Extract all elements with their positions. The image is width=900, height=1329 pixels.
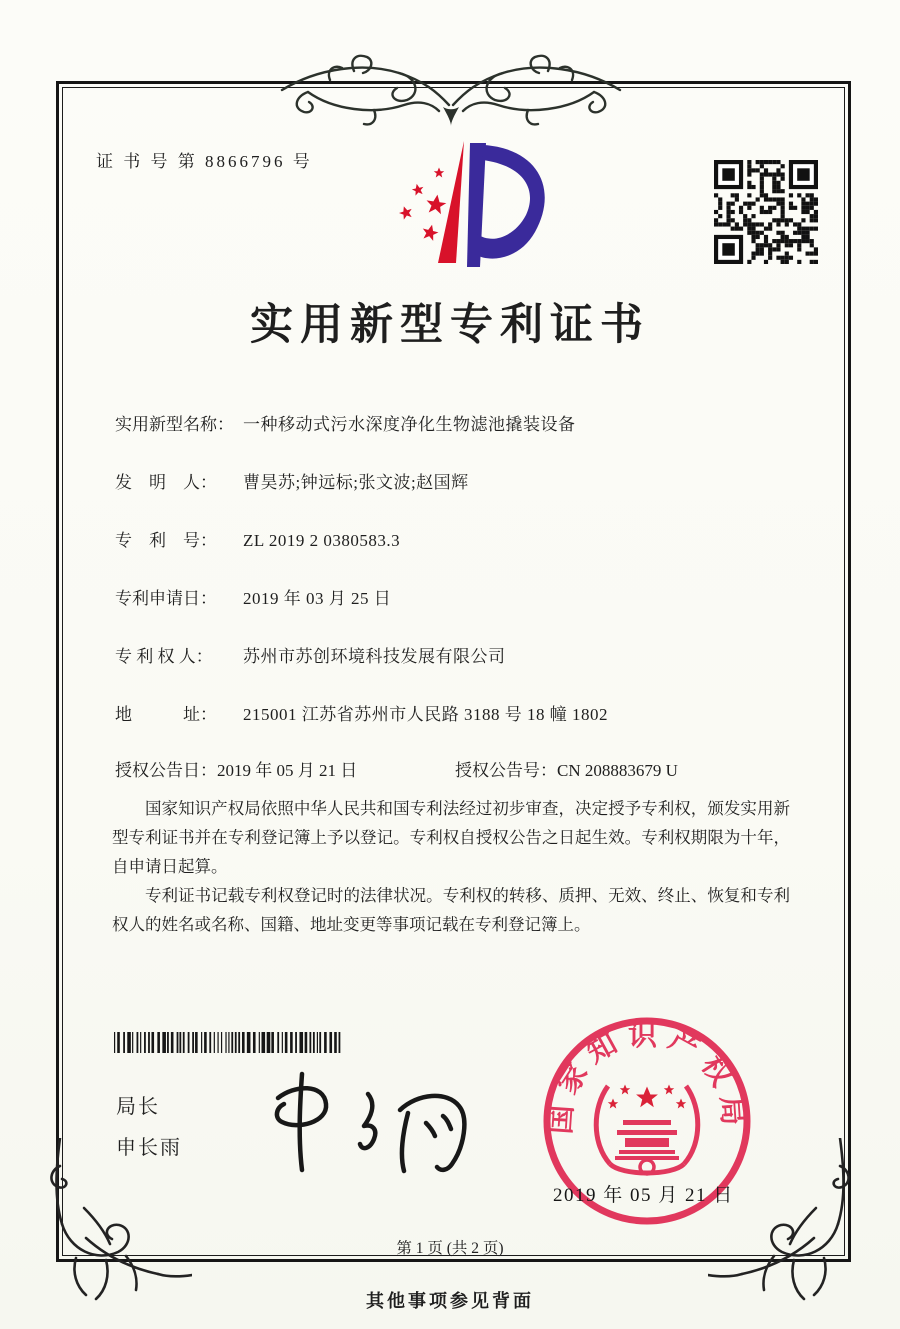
grant-date-value: 2019 年 05 月 21 日	[217, 761, 358, 780]
field-row-filing-date	[115, 584, 805, 609]
grant-no-label: 授权公告号：	[455, 761, 557, 780]
cnipa-logo	[372, 133, 548, 285]
officer-title: 局长	[116, 1096, 160, 1118]
grant-no-value: CN 208883679 U	[557, 761, 678, 780]
grant-date-label: 授权公告日：	[115, 761, 217, 780]
field-label: 实用新型名称：	[115, 415, 234, 434]
field-label: 专 利 号：	[115, 531, 217, 550]
grant-row	[115, 756, 805, 781]
bottom-left-corner-ornament	[26, 1138, 192, 1306]
field-row-patentee	[115, 642, 805, 667]
field-value: ZL 2019 2 0380583.3	[243, 531, 401, 550]
field-value: 曹昊苏;钟远标;张文波;赵国辉	[243, 473, 469, 492]
seal-national-emblem	[596, 1085, 698, 1175]
field-row-patent-number	[115, 526, 805, 551]
field-label: 专 利 权 人：	[115, 647, 213, 666]
officer-name: 申长雨	[116, 1137, 182, 1159]
top-ornament-center-leaf	[443, 107, 459, 126]
field-value: 2019 年 03 月 25 日	[243, 589, 392, 608]
field-row-address	[115, 700, 805, 725]
field-row-name	[115, 410, 805, 435]
seal-ring-text: 国家知识产权局	[544, 1019, 750, 1136]
page-number: 第 1 页 (共 2 页)	[396, 1240, 504, 1257]
certificate-number: 证 书 号 第 8866796 号	[96, 152, 313, 171]
seal-date: 2019 年 05 月 21 日	[553, 1185, 734, 1206]
field-label: 专利申请日：	[115, 589, 217, 608]
legal-paragraph-2: 专利证书记载专利权登记时的法律状况。专利权的转移、质押、无效、终止、恢复和专利权人的姓名或名称、国籍、地址变更等事项记载在专利登记簿上。	[112, 886, 790, 934]
legal-text	[112, 794, 790, 939]
top-border-ornament	[278, 52, 624, 130]
svg-text:国家知识产权局	[544, 1019, 749, 1135]
field-value: 苏州市苏创环境科技发展有限公司	[243, 647, 506, 666]
logo-red-wedge	[438, 141, 464, 263]
barcode	[114, 1032, 342, 1053]
commissioner-signature	[250, 1068, 482, 1176]
field-label: 地 址：	[115, 705, 217, 724]
logo-stars	[398, 168, 448, 242]
field-label: 发 明 人：	[115, 473, 217, 492]
qr-code	[714, 160, 818, 264]
field-value: 215001 江苏省苏州市人民路 3188 号 18 幢 1802	[243, 705, 608, 724]
legal-paragraph-1: 国家知识产权局依照中华人民共和国专利法经过初步审查，决定授予专利权，颁发实用新型专利证书并在专利登记簿上予以登记。专利权自授权公告之日起生效。专利权期限为十年，自申请日起算。	[112, 799, 790, 876]
field-value: 一种移动式污水深度净化生物滤池撬装设备	[243, 415, 576, 434]
field-row-inventors	[115, 468, 805, 493]
back-side-note: 其他事项参见背面	[366, 1291, 534, 1311]
logo-blue-p	[467, 143, 545, 267]
certificate-title: 实用新型专利证书	[250, 302, 650, 349]
